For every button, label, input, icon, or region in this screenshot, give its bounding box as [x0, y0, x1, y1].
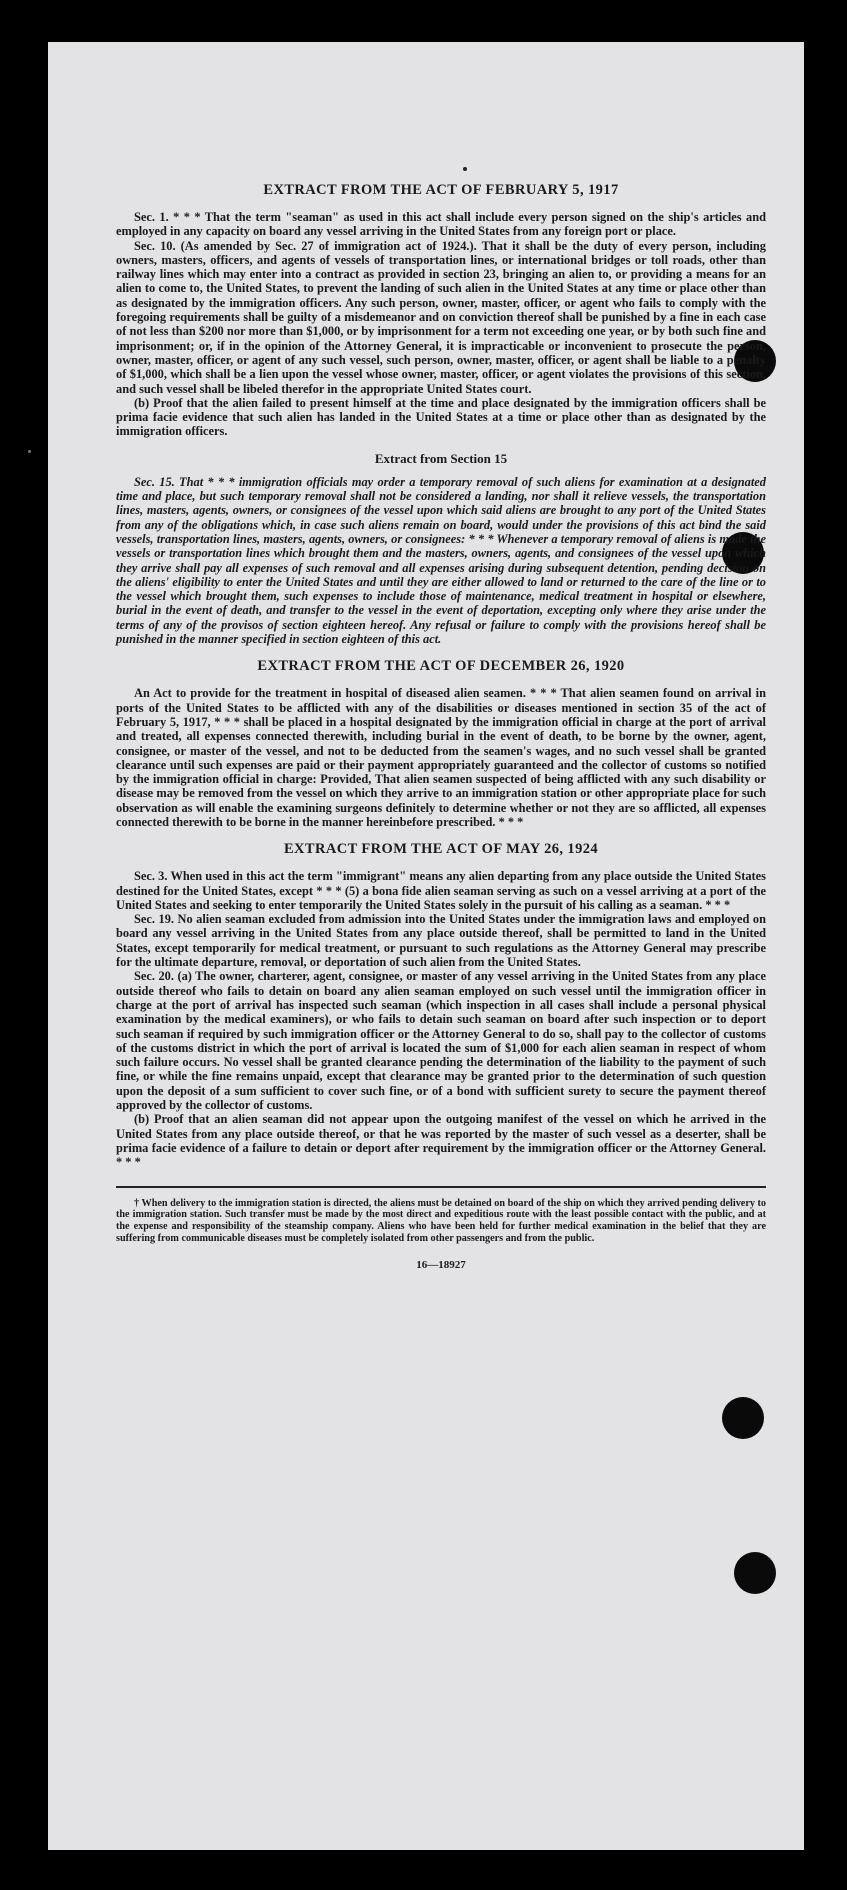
section-paragraph: An Act to provide for the treatment in hospital of diseased alien seamen. * * * That alien seamen found on arrival in ports of the United States to be afflicted with any of the disabilities or diseases mentioned in section 35 of the act of February 5, 1917, * * * shall be placed in a hospital designated by the immigration official in charge at the port of arrival and treated, all expenses connected therewith, including burial in the event of death, to be borne by the owner, agent, consignee, or master of the vessel, and not to be deducted from the seamen's wages, and no such vessel shall be granted clearance until such expenses are paid or their payment appropriately guaranteed and the collector of customs so notified by the immigration official in charge: Provided, That alien seamen suspected of being afflicted with any such disability or disease may be removed from the vessel on which they arrive to an immigration station or other appropriate place for such observation as will enable the examining surgeons definitely to determine whether or not they are so afflicted, all expenses connected therewith to be borne in the manner hereinbefore prescribed. * * * — [116, 686, 766, 829]
section-paragraph: Sec. 20. (a) The owner, charterer, agent, consignee, or master of any vessel arriving in the United States from any place outside thereof who fails to detain on board any alien seaman employed on such vessel until the immigration officer in charge at the port of arrival has inspected such seaman (which inspection in all cases shall include a personal physical examination by the medical examiners), or who fails to detain such seaman on board after such inspection or to deport such seaman if required by such immigration officer or the Attorney General to do so, shall pay to the collector of customs of the customs district in which the port of arrival is located the sum of $1,000 for each alien seaman in respect of whom such failure occurs. No vessel shall be granted clearance pending the determination of the liability to the payment of such fine, or while the fine remains unpaid, except that clearance may be granted prior to the determination of such question upon the deposit of a sum sufficient to cover such fine, or of a bond with sufficient surety to secure the payment thereof approved by the collector of customs. — [116, 969, 766, 1113]
section-paragraph: (b) Proof that the alien failed to present himself at the time and place designated by the immigration officers shall be prima facie evidence that such alien has landed in the United States at a time or place other than as designated by the immigration officers. — [116, 395, 766, 439]
document-number: 16—18927 — [416, 1258, 466, 1271]
section-heading: Extract from Section 15 — [374, 450, 508, 466]
punch-hole — [722, 1397, 764, 1439]
document-content — [116, 182, 766, 1271]
ink-dot — [463, 167, 467, 171]
section-extract-15 — [116, 451, 766, 647]
document-page — [48, 42, 804, 1850]
scan-speck — [28, 450, 31, 453]
section-paragraph: Sec. 15. That * * * immigration officials may order a temporary removal of such aliens for examination at a designated time and place, but such temporary removal shall not be considered a landing, nor shall it relieve vessels, the transportation lines, masters, agents, owners, or consignees of the vessel upon which said aliens are brought to any port of the United States from any of the obligations which, in case such aliens remain on board, would under the provisions of this act bind the said vessels, transportation lines, masters, agents, owners, or consignees: * * * Whenever a temporary removal of aliens is made the vessels or transportation lines which brought them and the masters, owners, agents, and consignees of the vessel upon which they arrive shall pay all expenses of such removal and all expenses arising during subsequent detention, pending decision on the aliens' eligibility to enter the United States and until they are either allowed to land or returned to the care of the line or to the vessel which brought them, such expenses to include those of maintenance, medical treatment in hospital or elsewhere, burial in the event of death, and transfer to the vessel in the event of deportation, excepting only where they arise under the terms of any of the provisos of section eighteen hereof. Any refusal or failure to comply with the provisions hereof shall be punished in the manner specified in section eighteen of this act. — [116, 474, 766, 647]
section-paragraph: Sec. 10. (As amended by Sec. 27 of immigration act of 1924.). That it shall be the duty of every person, including owners, masters, officers, and agents of vessels of transportation lines, or international bridges or toll roads, other than railway lines which may enter into a contract as provided in section 23, bringing an alien to, or providing a means for an alien to come to, the United States, to prevent the landing of such alien in the United States at any time or place other than as designated by the immigration officers. Any such person, owner, master, officer, or agent who fails to comply with the foregoing requirements shall be guilty of a misdemeanor and on conviction thereof shall be punished by a fine in each case of not less than $200 nor more than $1,000, or by imprisonment for a term not exceeding one year, or by both such fine and imprisonment; or, if in the opinion of the Attorney General, it is impracticable or inconvenient to prosecute the person, owner, master, officer, or agent of any such vessel, such person, owner, master, officer, or agent shall be liable to a penalty of $1,000, which shall be a lien upon the vessel whose owner, master, officer, or agent violates the provisions of this section, and such vessel shall be libeled therefor in the appropriate United States court. — [116, 238, 766, 396]
section-act-1924 — [116, 841, 766, 1169]
section-paragraph: (b) Proof that an alien seaman did not appear upon the outgoing manifest of the vessel on which he arrived in the United States from any place outside thereof, or that he was reported by the master of such vessel as a deserter, shall be prima facie evidence of a failure to detain or deport after requirement by the immigration officer or the Attorney General. * * * — [116, 1112, 766, 1170]
section-act-1917 — [116, 182, 766, 439]
section-heading: EXTRACT FROM THE ACT OF FEBRUARY 5, 1917 — [263, 182, 619, 198]
section-heading: EXTRACT FROM THE ACT OF MAY 26, 1924 — [283, 841, 599, 858]
section-paragraph: Sec. 1. * * * That the term "seaman" as used in this act shall include every person signed on the ship's articles and employed in any capacity on board any vessel arriving in the United States from any foreign port or place. — [116, 210, 766, 239]
punch-hole — [734, 1552, 776, 1594]
section-act-1920 — [116, 658, 766, 829]
section-paragraph: Sec. 3. When used in this act the term "immigrant" means any alien departing from any place outside the United States destined for the United States, except * * * (5) a bona fide alien seaman serving as such on a vessel arriving at a port of the United States and seeking to enter temporarily the United States solely in the pursuit of his calling as a seaman. * * * — [116, 869, 766, 912]
footnote: † When delivery to the immigration station is directed, the aliens must be detained on board of the ship on which they arrived pending delivery to the immigration station. Such transfer must be made by the most direct and expeditious route with the least possible contact with the public, and at the expense and responsibility of the steamship company. Aliens who have been held for further medical examination in the belief that they are suffering from communicable diseases must be completely isolated from other passengers and from the public. — [116, 1197, 766, 1244]
section-paragraph: Sec. 19. No alien seaman excluded from admission into the United States under the immigration laws and employed on board any vessel arriving in the United States from any place outside thereof, shall be permitted to land in the United States, except temporarily for medical treatment, or pursuant to such regulations as the Attorney General may prescribe for the ultimate departure, removal, or deportation of such alien from the United States. — [116, 912, 766, 970]
footnote-divider — [116, 1186, 766, 1188]
section-heading: EXTRACT FROM THE ACT OF DECEMBER 26, 1920 — [257, 658, 625, 675]
